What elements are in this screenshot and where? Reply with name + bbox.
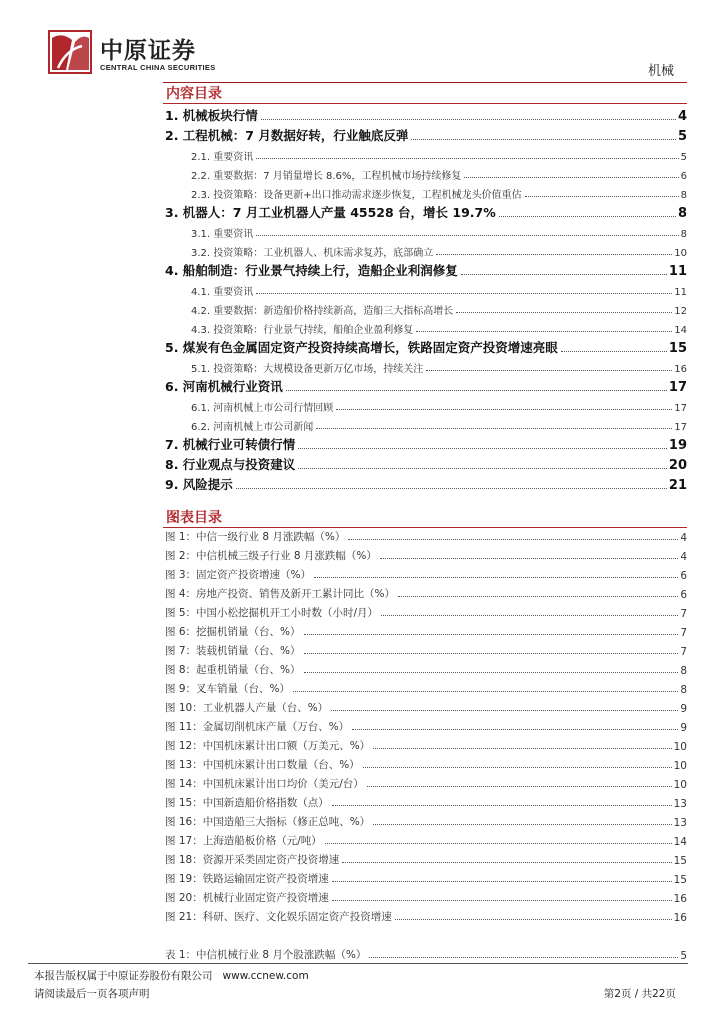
entry-page: 8 xyxy=(680,190,687,201)
entry-text: 图 19：铁路运输固定资产投资增速 xyxy=(165,873,329,885)
entry-text: 5. 煤炭有色金属固定资产投资持续高增长，铁路固定资产投资增速亮眼 xyxy=(165,340,558,355)
page-number: 第2页 / 共22页 xyxy=(603,988,676,1000)
entry-page: 8 xyxy=(680,684,687,696)
entry-text: 图 13：中国机床累计出口数量（台、%） xyxy=(165,759,360,771)
toc-item[interactable] xyxy=(165,279,687,298)
toc-item[interactable] xyxy=(165,182,687,201)
entry-text: 2.3. 投资策略：设备更新+出口推动需求逐步恢复，工程机械龙头价值重估 xyxy=(191,190,522,201)
entry-text: 6.2. 河南机械上市公司新闻 xyxy=(191,422,314,433)
entry-page: 10 xyxy=(673,779,687,791)
leader-dots xyxy=(304,653,679,654)
leader-dots xyxy=(380,558,678,559)
entry-page: 12 xyxy=(674,306,687,317)
toc-title: 内容目录 xyxy=(166,86,222,102)
header-divider xyxy=(163,82,687,83)
entry-text: 2.1. 重要资讯 xyxy=(191,152,254,163)
entry-text: 8. 行业观点与投资建议 xyxy=(165,457,296,472)
figure-list-item[interactable] xyxy=(165,905,687,924)
leader-dots xyxy=(304,672,679,673)
entry-text: 图 8：起重机销量（台、%） xyxy=(165,664,301,676)
leader-dots xyxy=(314,577,678,578)
figure-list-item[interactable] xyxy=(165,639,687,658)
entry-page: 9 xyxy=(680,722,687,734)
leader-dots xyxy=(363,767,672,768)
entry-page: 17 xyxy=(668,380,687,395)
toc-item[interactable] xyxy=(165,298,687,317)
toc-item[interactable] xyxy=(165,473,687,493)
toc-item[interactable] xyxy=(165,375,687,395)
figure-list-item[interactable] xyxy=(165,791,687,810)
leader-dots xyxy=(373,748,671,749)
leader-dots xyxy=(325,843,672,844)
figure-list-item[interactable] xyxy=(165,829,687,848)
entry-text: 6. 河南机械行业资讯 xyxy=(165,379,283,394)
leader-dots xyxy=(499,216,676,217)
leader-dots xyxy=(332,805,672,806)
entry-text: 图 9：叉车销量（台、%） xyxy=(165,683,290,695)
toc-item[interactable] xyxy=(165,395,687,414)
website-link[interactable]: www.ccnew.com xyxy=(222,970,309,982)
entry-page: 7 xyxy=(680,608,687,620)
toc-item[interactable] xyxy=(165,144,687,163)
leader-dots xyxy=(332,900,672,901)
entry-text: 图 12：中国机床累计出口额（万美元、%） xyxy=(165,740,371,752)
entry-page: 8 xyxy=(677,206,687,221)
entry-text: 图 2：中信机械三级子行业 8 月涨跌幅（%） xyxy=(165,550,377,562)
entry-page: 8 xyxy=(680,665,687,677)
entry-text: 图 14：中国机床累计出口均价（美元/台） xyxy=(165,778,364,790)
figure-list-item[interactable] xyxy=(165,715,687,734)
leader-dots xyxy=(342,862,671,863)
entry-page: 6 xyxy=(680,589,687,601)
entry-text: 3.1. 重要资讯 xyxy=(191,229,254,240)
leader-dots xyxy=(367,786,672,787)
figure-list-item[interactable] xyxy=(165,772,687,791)
entry-page: 10 xyxy=(673,741,687,753)
leader-dots xyxy=(464,177,678,178)
entry-page: 11 xyxy=(668,264,687,279)
leader-dots xyxy=(332,881,672,882)
entry-text: 图 11：金属切削机床产量（万台、%） xyxy=(165,721,350,733)
entry-page: 10 xyxy=(673,760,687,772)
figure-list-item[interactable] xyxy=(165,525,687,544)
toc-item[interactable] xyxy=(165,356,687,375)
leader-dots xyxy=(456,312,672,313)
entry-text: 图 21：科研、医疗、文化娱乐固定资产投资增速 xyxy=(165,911,392,923)
entry-text: 4.1. 重要资讯 xyxy=(191,287,254,298)
entry-page: 19 xyxy=(668,438,687,453)
copyright-text: 本报告版权属于中原证券股份有限公司 xyxy=(34,970,213,982)
tables-list xyxy=(165,943,687,962)
leader-dots xyxy=(256,293,672,294)
entry-text: 图 3：固定资产投资增速（%） xyxy=(165,569,311,581)
toc-item[interactable] xyxy=(165,221,687,240)
toc-item[interactable] xyxy=(165,453,687,473)
toc-item[interactable] xyxy=(165,124,687,144)
leader-dots xyxy=(461,274,667,275)
entry-text: 图 18：资源开采类固定资产投资增速 xyxy=(165,854,340,866)
entry-text: 2. 工程机械：7 月数据好转，行业触底反弹 xyxy=(165,128,409,143)
toc-item[interactable] xyxy=(165,414,687,433)
figure-list-item[interactable] xyxy=(165,582,687,601)
entry-text: 图 7：装载机销量（台、%） xyxy=(165,645,301,657)
footer-copyright xyxy=(34,968,309,983)
logo-mark-icon xyxy=(48,30,92,74)
entry-page: 10 xyxy=(674,248,687,259)
entry-text: 4.3. 投资策略：行业景气持续，船舶企业盈利修复 xyxy=(191,325,414,336)
leader-dots xyxy=(525,196,679,197)
figure-list-item[interactable] xyxy=(165,677,687,696)
entry-text: 3.2. 投资策略：工业机器人、机床需求复苏，底部确立 xyxy=(191,248,434,259)
leader-dots xyxy=(236,488,667,489)
entry-text: 图 6：挖掘机销量（台、%） xyxy=(165,626,301,638)
leader-dots xyxy=(436,254,672,255)
leader-dots xyxy=(348,539,678,540)
entry-text: 7. 机械行业可转债行情 xyxy=(165,437,296,452)
toc-item[interactable] xyxy=(165,104,687,124)
table-entry-page: 5 xyxy=(680,950,687,962)
entry-text: 6.1. 河南机械上市公司行情回顾 xyxy=(191,403,334,414)
entry-text: 4. 船舶制造：行业景气持续上行，造船企业利润修复 xyxy=(165,263,458,278)
page-header xyxy=(0,0,724,80)
entry-page: 13 xyxy=(673,817,687,829)
toc-item[interactable] xyxy=(165,163,687,182)
leader-dots xyxy=(426,370,672,371)
logo-company-name-cn: 中原证券 xyxy=(100,37,196,64)
leader-dots xyxy=(373,824,671,825)
leader-dots xyxy=(256,158,678,159)
leader-dots xyxy=(293,691,678,692)
leader-dots xyxy=(298,448,667,449)
entry-page: 17 xyxy=(674,403,687,414)
toc-item[interactable] xyxy=(165,240,687,259)
entry-page: 14 xyxy=(674,325,687,336)
figure-list-item[interactable] xyxy=(165,620,687,639)
leader-dots xyxy=(298,468,667,469)
leader-dots xyxy=(256,235,678,236)
toc-item[interactable] xyxy=(165,259,687,279)
figure-list-item[interactable] xyxy=(165,563,687,582)
leader-dots xyxy=(352,729,678,730)
logo-company-name-en: CENTRAL CHINA SECURITIES xyxy=(100,63,216,72)
entry-text: 图 16：中国造船三大指标（修正总吨、%） xyxy=(165,816,371,828)
company-logo xyxy=(48,30,228,78)
footer-disclaimer: 请阅读最后一页各项声明 xyxy=(34,988,150,1000)
entry-text: 3. 机器人：7 月工业机器人产量 45528 台，增长 19.7% xyxy=(165,205,496,220)
table-list-item[interactable] xyxy=(165,943,687,962)
figure-list-item[interactable] xyxy=(165,848,687,867)
figures-title: 图表目录 xyxy=(166,510,222,526)
entry-page: 6 xyxy=(680,171,687,182)
leader-dots xyxy=(304,634,679,635)
entry-text: 图 4：房地产投资、销售及新开工累计同比（%） xyxy=(165,588,395,600)
figure-list-item[interactable] xyxy=(165,696,687,715)
entry-page: 20 xyxy=(668,458,687,473)
entry-page: 16 xyxy=(674,364,687,375)
leader-dots xyxy=(411,139,676,140)
entry-text: 图 17：上海造船板价格（元/吨） xyxy=(165,835,322,847)
figure-list-item[interactable] xyxy=(165,544,687,563)
figure-list-item[interactable] xyxy=(165,601,687,620)
entry-page: 4 xyxy=(680,551,687,563)
entry-page: 17 xyxy=(674,422,687,433)
entry-text: 4.2. 重要数据：新造船价格持续新高，造船三大指标高增长 xyxy=(191,306,454,317)
contents-list xyxy=(165,104,687,493)
entry-page: 4 xyxy=(677,109,687,124)
entry-page: 16 xyxy=(673,912,687,924)
leader-dots xyxy=(395,919,672,920)
table-entry-text: 表 1：中信机械行业 8 月个股涨跌幅（%） xyxy=(165,949,367,961)
leader-dots xyxy=(286,390,667,391)
toc-item[interactable] xyxy=(165,201,687,221)
entry-page: 16 xyxy=(673,893,687,905)
figures-list xyxy=(165,525,687,924)
entry-text: 2.2. 重要数据：7 月销量增长 8.6%，工程机械市场持续修复 xyxy=(191,171,462,182)
entry-page: 8 xyxy=(680,229,687,240)
entry-page: 13 xyxy=(673,798,687,810)
leader-dots xyxy=(331,710,678,711)
figure-list-item[interactable] xyxy=(165,753,687,772)
entry-text: 图 10：工业机器人产量（台、%） xyxy=(165,702,329,714)
entry-text: 图 20：机械行业固定资产投资增速 xyxy=(165,892,329,904)
leader-dots xyxy=(369,957,678,958)
footer-divider xyxy=(28,963,688,964)
entry-page: 15 xyxy=(673,855,687,867)
entry-page: 6 xyxy=(680,570,687,582)
entry-page: 9 xyxy=(680,703,687,715)
entry-page: 7 xyxy=(680,646,687,658)
entry-text: 图 1：中信一级行业 8 月涨跌幅（%） xyxy=(165,531,346,543)
entry-page: 14 xyxy=(673,836,687,848)
toc-item[interactable] xyxy=(165,336,687,356)
figure-list-item[interactable] xyxy=(165,886,687,905)
figure-list-item[interactable] xyxy=(165,658,687,677)
toc-item[interactable] xyxy=(165,433,687,453)
entry-text: 9. 风险提示 xyxy=(165,477,233,492)
entry-text: 1. 机械板块行情 xyxy=(165,108,258,123)
entry-page: 5 xyxy=(680,152,687,163)
figure-list-item[interactable] xyxy=(165,810,687,829)
entry-text: 图 15：中国新造船价格指数（点） xyxy=(165,797,329,809)
leader-dots xyxy=(261,119,676,120)
entry-page: 11 xyxy=(674,287,687,298)
entry-text: 图 5：中国小松挖掘机开工小时数（小时/月） xyxy=(165,607,379,619)
entry-page: 21 xyxy=(668,478,687,493)
entry-page: 5 xyxy=(677,129,687,144)
entry-page: 15 xyxy=(673,874,687,886)
leader-dots xyxy=(561,351,667,352)
leader-dots xyxy=(381,615,678,616)
sector-label: 机械 xyxy=(647,64,674,79)
leader-dots xyxy=(336,409,672,410)
entry-page: 15 xyxy=(668,341,687,356)
leader-dots xyxy=(398,596,678,597)
figure-list-item[interactable] xyxy=(165,867,687,886)
entry-text: 5.1. 投资策略：大规模设备更新万亿市场，持续关注 xyxy=(191,364,424,375)
entry-page: 4 xyxy=(680,532,687,544)
leader-dots xyxy=(416,331,672,332)
entry-page: 7 xyxy=(680,627,687,639)
figure-list-item[interactable] xyxy=(165,734,687,753)
toc-item[interactable] xyxy=(165,317,687,336)
leader-dots xyxy=(316,428,672,429)
